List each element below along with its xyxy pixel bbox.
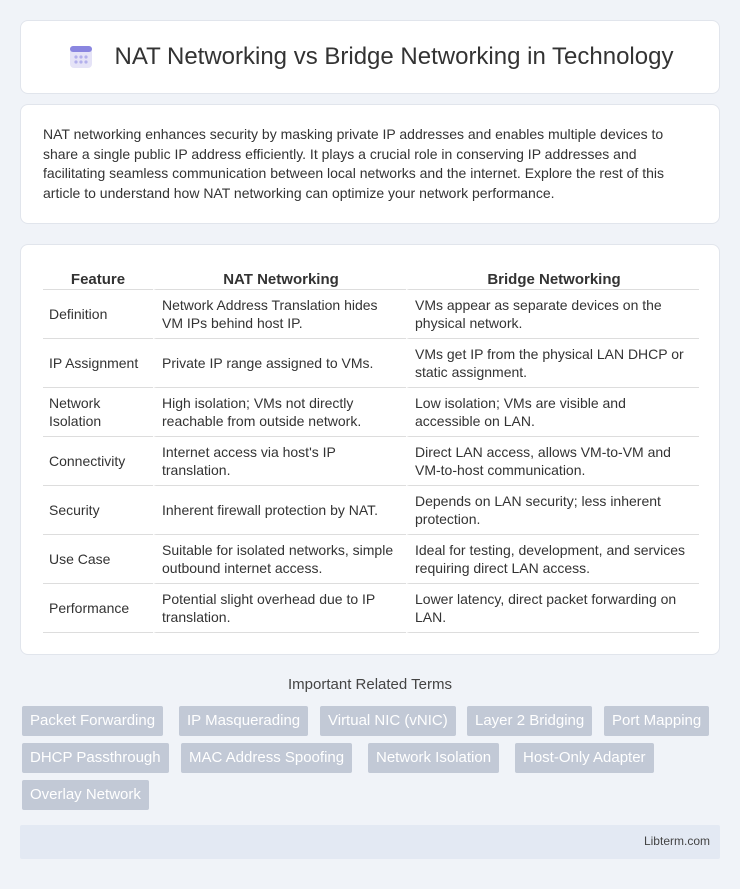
table-row: [43, 388, 699, 437]
cell-bridge: VMs appear as separate devices on the physical network.: [406, 290, 699, 339]
header-feature: Feature: [43, 265, 153, 290]
related-term-tag[interactable]: MAC Address Spoofing: [181, 743, 352, 773]
cell-feature: Network Isolation: [43, 388, 153, 437]
page-title: NAT Networking vs Bridge Networking in Technology: [114, 43, 674, 70]
cell-nat: Internet access via host's IP translation.: [153, 437, 406, 486]
related-term-tag[interactable]: Virtual NIC (vNIC): [320, 706, 456, 736]
cell-feature: Definition: [43, 290, 153, 339]
title-card: [20, 20, 720, 94]
intro-text: NAT networking enhances security by masking private IP addresses and enables multiple devices to share a single public IP address efficiently. It plays a crucial role in conserving IP addresses and facilitating seamless communication between local networks and the internet. Explore the rest of this article to understand how NAT networking can optimize your network performance.: [43, 126, 664, 201]
table-row: [43, 437, 699, 486]
table-row: [43, 486, 699, 535]
cell-nat: Potential slight overhead due to IP translation.: [153, 584, 406, 633]
header-bridge: Bridge Networking: [406, 265, 699, 290]
related-terms-title: Important Related Terms: [288, 676, 452, 693]
cell-bridge: Depends on LAN security; less inherent protection.: [406, 486, 699, 535]
cell-feature: Connectivity: [43, 437, 153, 486]
table-row: [43, 290, 699, 339]
related-term-tag[interactable]: Packet Forwarding: [22, 706, 163, 736]
intro-card: [20, 104, 720, 224]
related-term-tag[interactable]: Network Isolation: [368, 743, 499, 773]
cell-nat: Inherent firewall protection by NAT.: [153, 486, 406, 535]
footer-site[interactable]: Libterm.com: [643, 834, 710, 848]
related-term-tag[interactable]: Layer 2 Bridging: [467, 706, 592, 736]
cell-feature: IP Assignment: [43, 339, 153, 388]
table-row: [43, 584, 699, 633]
cell-nat: Private IP range assigned to VMs.: [153, 339, 406, 388]
cell-bridge: Low isolation; VMs are visible and accessible on LAN.: [406, 388, 699, 437]
cell-feature: Use Case: [43, 535, 153, 584]
related-term-tag[interactable]: IP Masquerading: [179, 706, 308, 736]
comparison-table: [43, 265, 699, 633]
related-term-tag[interactable]: DHCP Passthrough: [22, 743, 169, 773]
header-nat: NAT Networking: [153, 265, 406, 290]
cell-bridge: Ideal for testing, development, and services requiring direct LAN access.: [406, 535, 699, 584]
cell-bridge: Direct LAN access, allows VM-to-VM and VM-to-host communication.: [406, 437, 699, 486]
document-grid-icon: [67, 43, 95, 71]
cell-nat: High isolation; VMs not directly reachable from outside network.: [153, 388, 406, 437]
cell-feature: Performance: [43, 584, 153, 633]
table-row: [43, 339, 699, 388]
related-term-tag[interactable]: Port Mapping: [604, 706, 709, 736]
related-term-tag[interactable]: Overlay Network: [22, 780, 149, 810]
related-term-tag[interactable]: Host-Only Adapter: [515, 743, 654, 773]
cell-bridge: VMs get IP from the physical LAN DHCP or static assignment.: [406, 339, 699, 388]
comparison-card: [20, 244, 720, 655]
table-row: [43, 535, 699, 584]
table-header-row: [43, 265, 699, 290]
cell-nat: Suitable for isolated networks, simple outbound internet access.: [153, 535, 406, 584]
cell-feature: Security: [43, 486, 153, 535]
cell-bridge: Lower latency, direct packet forwarding on LAN.: [406, 584, 699, 633]
cell-nat: Network Address Translation hides VM IPs behind host IP.: [153, 290, 406, 339]
footer: [20, 825, 720, 859]
